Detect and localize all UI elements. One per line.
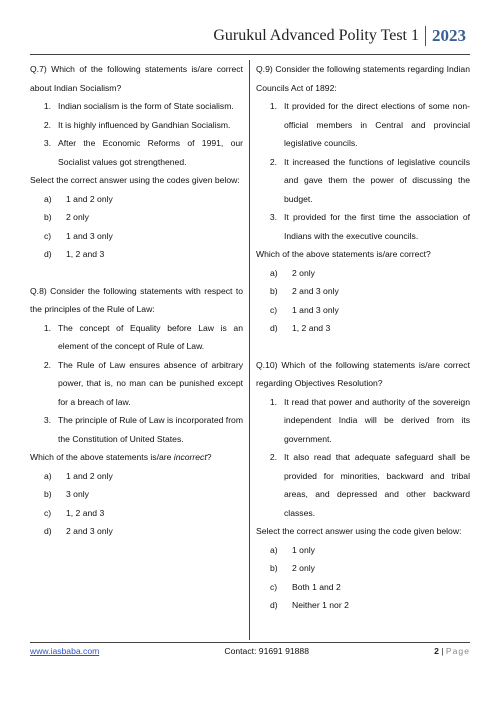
option: c) 1 and 3 only: [270, 304, 339, 315]
question-stem: Q.7) Which of the following statements is/are correct about Indian Socialism?: [30, 64, 243, 93]
option: b) 2 and 3 only: [270, 286, 339, 296]
question-stem: Q.10) Which of the following statements is/are correct regarding Objectives Resolution?: [256, 359, 470, 388]
statement: 2. It is highly influenced by Gandhian Socialism.: [43, 119, 231, 130]
statement: 1. It read that power and authority of the sovereign independent India will be derived from its government.: [269, 396, 470, 444]
emphasis-incorrect: incorrect: [173, 452, 207, 462]
contact-info: Contact: 91691 91888: [224, 646, 309, 656]
test-year: 2023: [425, 26, 466, 46]
page-label: Page: [445, 646, 470, 656]
statement: 3. The principle of Rule of Law is incorporated from the Constitution of United States.: [43, 415, 243, 444]
question-7: [30, 60, 243, 264]
option: a) 1 only: [270, 544, 315, 555]
page-indicator: [434, 646, 470, 656]
header-divider: [30, 54, 470, 55]
page-footer: [30, 646, 470, 656]
option: d) Neither 1 nor 2: [270, 600, 349, 610]
statement: 2. The Rule of Law ensures absence of arbitrary power, that is, no man can be punished except for a breach of law.: [43, 359, 243, 407]
option: a) 1 and 2 only: [44, 193, 113, 204]
option: b) 3 only: [44, 489, 89, 499]
footer-divider: [30, 642, 470, 643]
statement: 1. Indian socialism is the form of State socialism.: [43, 101, 234, 111]
question-9: [256, 60, 470, 338]
option: c) 1, 2 and 3: [44, 507, 105, 518]
statement: 1. The concept of Equality before Law is an element of the concept of Rule of Law.: [43, 322, 243, 351]
statement: 3. It provided for the first time the association of Indians with the executive councils.: [269, 212, 470, 241]
option: d) 1, 2 and 3: [270, 323, 331, 333]
statement: 3. After the Economic Reforms of 1991, our Socialist values got strengthened.: [43, 138, 243, 167]
question-instruction: Which of the above statements is/are incorrect?: [30, 452, 212, 462]
option: a) 1 and 2 only: [44, 470, 113, 481]
statement: 1. It provided for the direct elections of some non-official members in Central and provincial legislative councils.: [269, 101, 470, 148]
question-stem: Q.8) Consider the following statements with respect to the principles of the Rule of Law:: [30, 285, 243, 314]
page-number: 2: [434, 646, 439, 656]
question-8: [30, 282, 243, 541]
option: c) Both 1 and 2: [270, 581, 341, 592]
test-title: Gurukul Advanced Polity Test 1: [213, 27, 419, 44]
question-instruction: Select the correct answer using the code given below:: [256, 526, 462, 536]
question-instruction: Which of the above statements is/are correct?: [256, 249, 431, 259]
option: d) 2 and 3 only: [44, 526, 113, 536]
spacer: [256, 338, 470, 356]
question-10: [256, 356, 470, 615]
website-link[interactable]: www.iasbaba.com: [30, 646, 100, 656]
question-instruction: Select the correct answer using the codes given below:: [30, 175, 240, 185]
spacer: [30, 264, 243, 282]
question-stem: Q.9) Consider the following statements regarding Indian Councils Act of 1892:: [256, 64, 470, 93]
left-column: [30, 60, 250, 640]
option: d) 1, 2 and 3: [44, 249, 105, 259]
option: b) 2 only: [44, 212, 89, 222]
option: c) 1 and 3 only: [44, 230, 113, 241]
page-separator: |: [441, 646, 444, 656]
option: a) 2 only: [270, 267, 315, 278]
question-columns: [30, 60, 470, 640]
page-header: [213, 26, 466, 46]
right-column: [250, 60, 470, 640]
statement: 2. It also read that adequate safeguard shall be provided for minorities, backward and tribal areas, and depressed and other backward classes.: [269, 452, 470, 518]
option: b) 2 only: [270, 563, 315, 573]
statement: 2. It increased the functions of legislative councils and gave them the power of discussing the budget.: [269, 156, 470, 204]
